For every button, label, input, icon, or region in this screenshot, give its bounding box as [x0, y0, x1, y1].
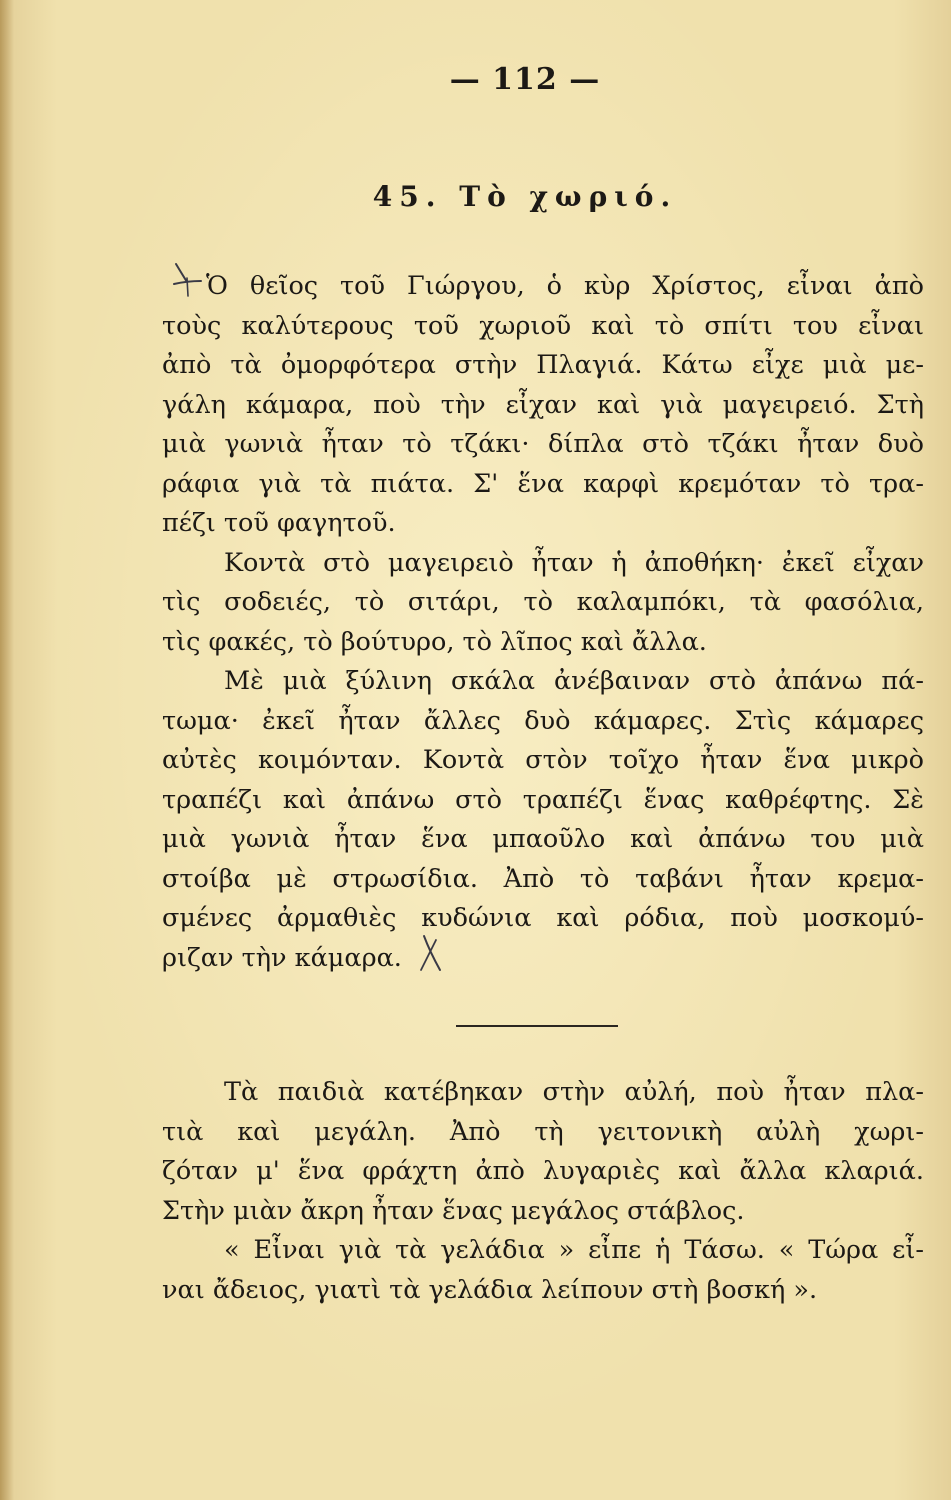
text-line: ράφια γιὰ τὰ πιάτα. Σ' ἕνα καρφὶ κρεμόταν τὸ τρα- — [162, 468, 924, 499]
text-line: « Εἶναι γιὰ τὰ γελάδια » εἶπε ἡ Τάσω. « Τώρα εἶ- — [224, 1235, 924, 1265]
text-line: πέζι τοῦ φαγητοῦ. — [162, 508, 396, 538]
page-number: — 112 — — [449, 62, 601, 97]
text-line: ἀπὸ τὰ ὀμορφότερα στὴν Πλαγιά. Κάτω εἶχε μιὰ με- — [162, 350, 924, 380]
text-line: Κοντὰ στὸ μαγειρειὸ ἦταν ἡ ἀποθήκη· ἐκεῖ εἶχαν — [224, 547, 924, 578]
page-edge-shadow — [0, 0, 14, 1500]
text-line: ζόταν μ' ἕνα φράχτη ἀπὸ λυγαριὲς καὶ ἄλλα κλαριά. — [162, 1156, 924, 1186]
text-line: Τὰ παιδιὰ κατέβηκαν στὴν αὐλή, ποὺ ἦταν πλα- — [224, 1077, 924, 1107]
text-line: ριζαν τὴν κάμαρα. — [162, 942, 402, 973]
text-line: τραπέζι καὶ ἀπάνω στὸ τραπέζι ἕνας καθρέφτης. Σὲ — [162, 784, 924, 815]
text-line: τωμα· ἐκεῖ ἦταν ἄλλες δυὸ κάμαρες. Στὶς κάμαρες — [162, 705, 924, 736]
text-line: τοὺς καλύτερους τοῦ χωριοῦ καὶ τὸ σπίτι του εἶναι — [162, 310, 924, 341]
main-text-upper — [162, 267, 924, 978]
text-line: μιὰ γωνιὰ ἦταν ἕνα μπαοῦλο καὶ ἀπάνω του μιὰ — [162, 824, 924, 854]
text-line: ναι ἄδειος, γιατὶ τὰ γελάδια λείπουν στὴ βοσκή ». — [162, 1274, 818, 1305]
main-text-lower — [162, 1073, 924, 1310]
text-line: τὶς φακές, τὸ βούτυρο, τὸ λῖπος καὶ ἄλλα. — [162, 626, 707, 657]
text-line: τιὰ καὶ μεγάλη. Ἀπὸ τὴ γειτονικὴ αὐλὴ χωρι- — [162, 1116, 924, 1147]
text-line: τὶς σοδειές, τὸ σιτάρι, τὸ καλαμπόκι, τὰ φασόλια, — [162, 587, 924, 617]
text-line: Στὴν μιὰν ἄκρη ἦταν ἕνας μεγάλος στάβλος. — [162, 1195, 745, 1226]
text-line: γάλη κάμαρα, ποὺ τὴν εἶχαν καὶ γιὰ μαγειρειό. Στὴ — [162, 389, 924, 420]
section-divider — [456, 1025, 618, 1027]
text-line: Μὲ μιὰ ξύλινη σκάλα ἀνέβαιναν στὸ ἀπάνω πά- — [224, 666, 924, 696]
text-line: μιὰ γωνιὰ ἦταν τὸ τζάκι· δίπλα στὸ τζάκι ἦταν δυὸ — [162, 429, 924, 459]
text-line: αὐτὲς κοιμόνταν. Κοντὰ στὸν τοῖχο ἦταν ἕνα μικρὸ — [162, 745, 924, 775]
pencil-x-mark-icon — [418, 934, 444, 974]
text-line: σμένες ἀρμαθιὲς κυδώνια καὶ ρόδια, ποὺ μοσκομύ- — [162, 903, 924, 933]
text-line: Ὁ θεῖος τοῦ Γιώργου, ὁ κὺρ Χρίστος, εἶναι ἀπὸ — [206, 271, 924, 301]
text-line: στοίβα μὲ στρωσίδια. Ἀπὸ τὸ ταβάνι ἦταν κρεμα- — [162, 863, 924, 894]
section-title: 45. Τὸ χωριό. — [372, 180, 678, 213]
